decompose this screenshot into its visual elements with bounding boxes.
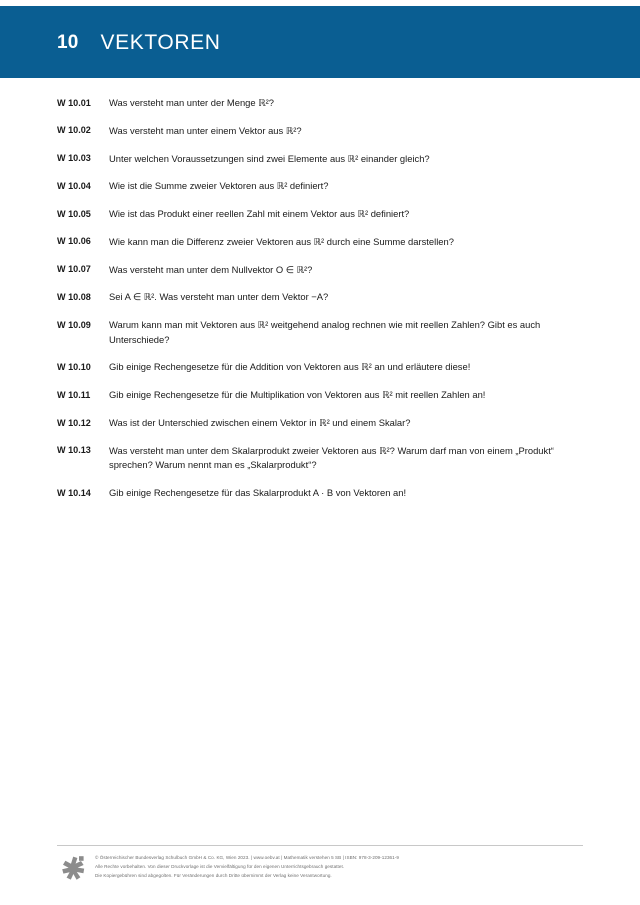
question-code: W 10.14	[57, 487, 91, 498]
question-text: Unter welchen Voraussetzungen sind zwei Elemente aus ℝ² einander gleich?	[109, 152, 430, 164]
question-code: W 10.01	[57, 97, 91, 108]
question-item	[57, 360, 577, 375]
question-text: Wie kann man die Differenz zweier Vektoren aus ℝ² durch eine Summe darstellen?	[109, 235, 454, 247]
question-code: W 10.12	[57, 417, 91, 428]
question-list	[57, 96, 577, 514]
question-code: W 10.04	[57, 180, 91, 191]
question-text: Gib einige Rechengesetze für die Addition von Vektoren aus ℝ² an und erläutere diese!	[109, 361, 471, 373]
question-code: W 10.10	[57, 361, 91, 372]
question-item	[57, 235, 577, 250]
question-text: Was versteht man unter dem Nullvektor O ∈ ℝ²?	[109, 263, 313, 275]
question-item	[57, 263, 577, 278]
question-item	[57, 416, 577, 431]
question-code: W 10.09	[57, 319, 91, 330]
question-item	[57, 388, 577, 403]
question-code: W 10.08	[57, 291, 91, 302]
question-code: W 10.05	[57, 208, 91, 219]
question-code: W 10.13	[57, 445, 91, 456]
question-item	[57, 486, 577, 501]
question-text: Wie ist das Produkt einer reellen Zahl mit einem Vektor aus ℝ² definiert?	[109, 208, 410, 220]
footer-line-1: © Österreichischer Bundesverlag Schulbuch GmbH & Co. KG, Wien 2023. | www.oebv.at | Mathematik verstehen 5 SB | ISBN: 978-3-209-12361-9	[95, 855, 399, 860]
question-text: Was versteht man unter dem Skalarprodukt zweier Vektoren aus ℝ²? Warum darf man von einem „Produkt“ sprechen? Warum nennt man es „Skalarprodukt“?	[109, 444, 554, 471]
question-item	[57, 444, 577, 473]
question-text: Warum kann man mit Vektoren aus ℝ² weitgehend analog rechnen wie mit reellen Zahlen? Gibt es auch Unterschiede?	[109, 319, 541, 345]
page-footer	[57, 846, 577, 886]
question-text: Was versteht man unter der Menge ℝ²?	[109, 97, 274, 108]
question-text: Sei A ∈ ℝ². Was versteht man unter dem Vektor −A?	[109, 291, 329, 303]
question-text: Gib einige Rechengesetze für die Multiplikation von Vektoren aus ℝ² mit reellen Zahlen an!	[109, 389, 486, 401]
question-item	[57, 318, 577, 347]
footer-line-2: Alle Rechte vorbehalten. Von dieser Druckvorlage ist die Vervielfältigung für den eigenen Unterrichtsgebrauch gestattet.	[95, 863, 345, 869]
question-text: Gib einige Rechengesetze für das Skalarprodukt A · B von Vektoren an!	[109, 487, 407, 499]
question-item	[57, 124, 577, 139]
chapter-number: 10	[57, 31, 79, 53]
oebv-logo-icon	[57, 852, 91, 886]
question-code: W 10.11	[57, 389, 91, 400]
question-item	[57, 179, 577, 194]
question-item	[57, 96, 577, 111]
footer-line-3: Die Kopiergebühren sind abgegolten. Für Veränderungen durch Dritte übernimmt der Verlag keine Verantwortung.	[95, 872, 332, 878]
footer-copyright-block	[95, 846, 577, 881]
question-item	[57, 207, 577, 222]
question-item	[57, 152, 577, 167]
question-code: W 10.07	[57, 264, 91, 275]
chapter-title: VEKTOREN	[100, 30, 221, 54]
question-text: Was versteht man unter einem Vektor aus ℝ²?	[109, 124, 302, 136]
question-code: W 10.03	[57, 153, 91, 164]
question-text: Wie ist die Summe zweier Vektoren aus ℝ² definiert?	[109, 180, 329, 192]
question-code: W 10.02	[57, 125, 91, 136]
question-text: Was ist der Unterschied zwischen einem Vektor in ℝ² und einem Skalar?	[109, 417, 411, 428]
question-item	[57, 290, 577, 305]
question-code: W 10.06	[57, 236, 91, 247]
chapter-header-bar	[0, 6, 640, 78]
